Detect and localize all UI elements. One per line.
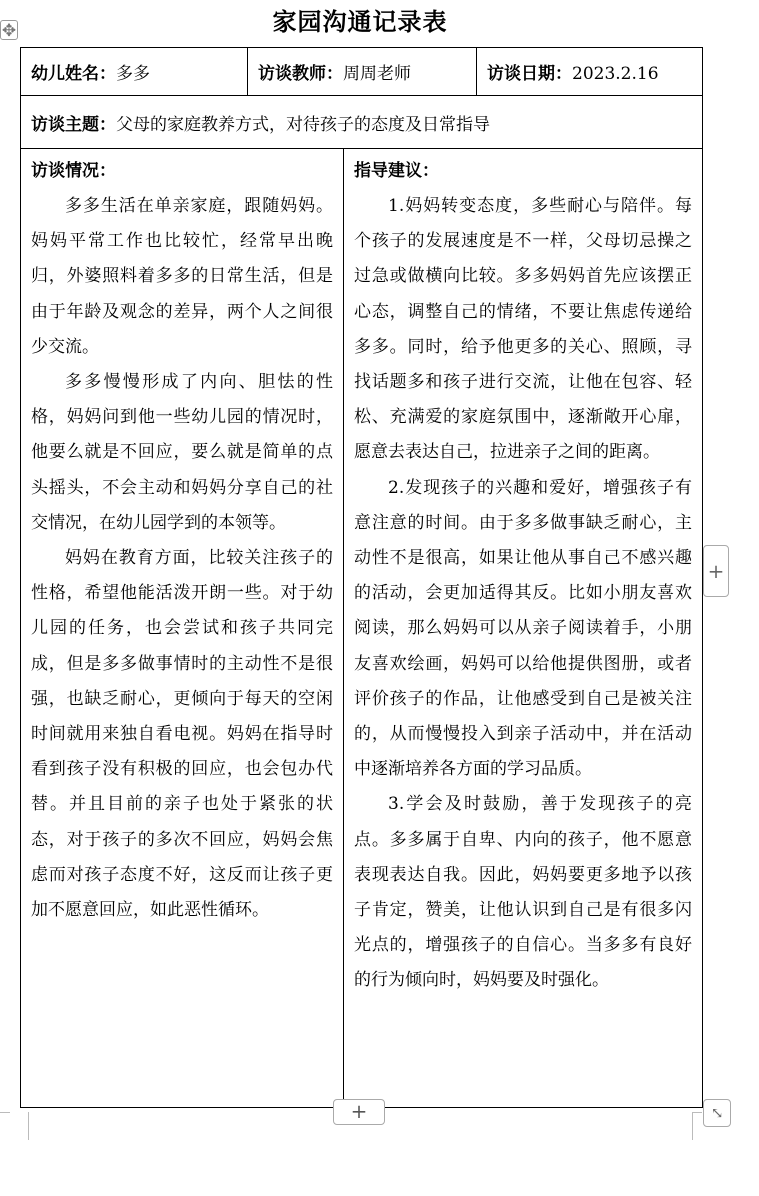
header-row	[21, 48, 703, 96]
add-column-button[interactable]: +	[703, 545, 729, 597]
table-resize-icon[interactable]: ⤡	[703, 1099, 731, 1127]
theme-row	[21, 96, 703, 149]
advice-title: 指导建议：	[354, 161, 439, 181]
child-name-value: 多多	[116, 64, 150, 84]
page-corner-mark	[0, 1112, 10, 1141]
situation-cell[interactable]	[21, 149, 344, 1108]
page-corner-mark	[28, 1112, 29, 1140]
theme-label: 访谈主题：	[31, 114, 116, 135]
document-title: 家园沟通记录表	[272, 8, 448, 36]
teacher-cell[interactable]	[248, 48, 477, 96]
teacher-label: 访谈教师：	[258, 64, 343, 84]
theme-cell[interactable]	[21, 96, 703, 149]
table-move-handle-icon[interactable]: ✥	[1, 21, 17, 41]
date-value: 2023.2.16	[572, 64, 659, 84]
child-name-label: 幼儿姓名：	[31, 64, 116, 84]
theme-value: 父母的家庭教养方式，对待孩子的态度及日常指导	[116, 114, 490, 135]
advice-cell[interactable]	[344, 149, 703, 1108]
page-corner-mark	[692, 1112, 702, 1113]
situation-paragraph: 妈妈在教育方面，比较关注孩子的性格，希望他能活泼开朗一些。对于幼儿园的任务，也会尝试和孩子共同完成，但是多多做事情时的主动性不是很强，也缺乏耐心，更倾向于每天的空闲时间就用来独自看电视。妈妈在指导时看到孩子没有积极的回应，也会包办代替。并且目前的亲子也处于紧张的状态，对于孩子的多次不回应，妈妈会焦虑而对孩子态度不好，这反而让孩子更加不愿意回应，如此恶性循环。	[31, 548, 333, 921]
page-corner-mark	[692, 1112, 693, 1140]
date-cell[interactable]	[477, 48, 703, 96]
situation-paragraph: 多多慢慢形成了内向、胆怯的性格，妈妈问到他一些幼儿园的情况时，他要么就是不回应，要么就是简单的点头摇头，不会主动和妈妈分享自己的社交情况，在幼儿园学到的本领等。	[31, 372, 333, 533]
advice-paragraph: 2.发现孩子的兴趣和爱好，增强孩子有意注意的时间。由于多多做事缺乏耐心，主动性不是很高，如果让他从事自己不感兴趣的活动，会更加适得其反。比如小朋友喜欢阅读，那么妈妈可以从亲子阅读着手，小朋友喜欢绘画，妈妈可以给他提供图册，或者评价孩子的作品，让他感受到自己是被关注的，从而慢慢投入到亲子活动中，并在活动中逐渐培养各方面的学习品质。	[354, 477, 692, 780]
date-label: 访谈日期：	[487, 64, 572, 84]
add-row-button[interactable]: +	[333, 1099, 385, 1125]
advice-paragraph: 3.学会及时鼓励，善于发现孩子的亮点。多多属于自卑、内向的孩子，他不愿意表现表达自我。因此，妈妈要更多地予以孩子肯定，赞美，让他认识到自己是有很多闪光点的，增强孩子的自信心。当多多有良好的行为倾向时，妈妈要及时强化。	[354, 794, 692, 991]
communication-record-table	[20, 47, 703, 1108]
situation-title: 访谈情况：	[31, 161, 116, 181]
advice-paragraph: 1.妈妈转变态度，多些耐心与陪伴。每个孩子的发展速度是不一样，父母切忌操之过急或做横向比较。多多妈妈首先应该摆正心态，调整自己的情绪，不要让焦虑传递给多多。同时，给予他更多的关心、照顾，寻找话题多和孩子进行交流，让他在包容、轻松、充满爱的家庭氛围中，逐渐敞开心扉，愿意去表达自己，拉进亲子之间的距离。	[354, 196, 692, 463]
content-row	[21, 149, 703, 1108]
teacher-value: 周周老师	[343, 64, 411, 84]
situation-paragraph: 多多生活在单亲家庭，跟随妈妈。妈妈平常工作也比较忙，经常早出晚归，外婆照料着多多的日常生活，但是由于年龄及观念的差异，两个人之间很少交流。	[31, 196, 333, 357]
child-name-cell[interactable]	[21, 48, 248, 96]
